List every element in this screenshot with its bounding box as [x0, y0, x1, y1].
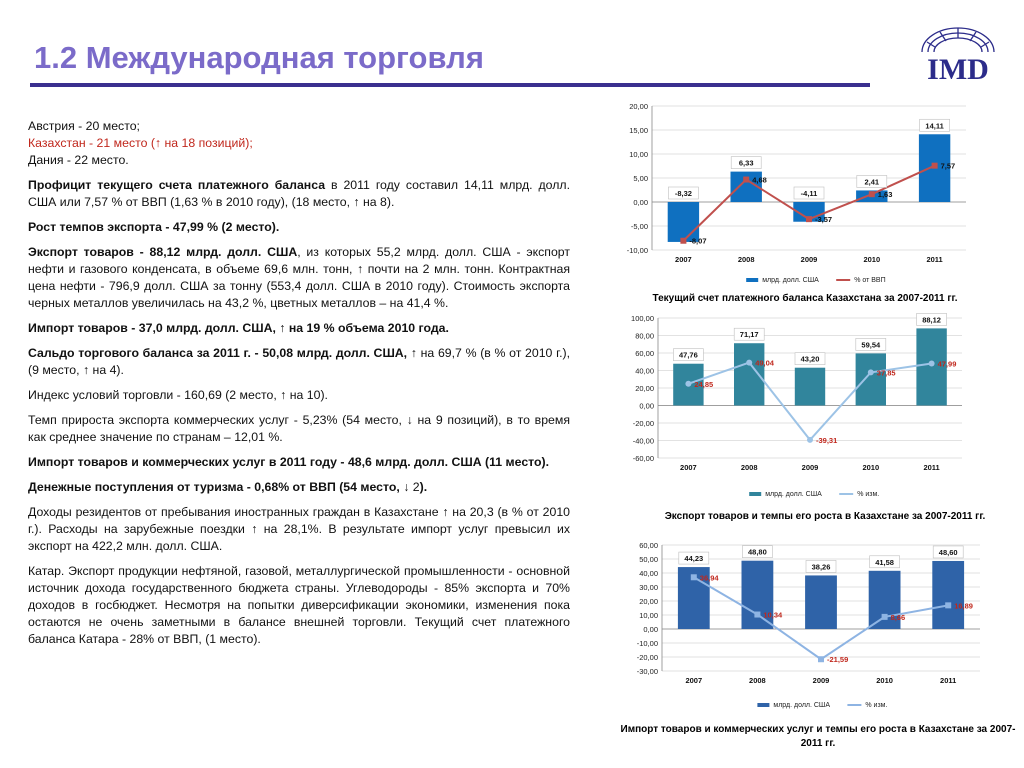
- y-tick-label: 10,00: [639, 611, 658, 620]
- bar-label: 41,58: [875, 557, 894, 567]
- x-tick-label: 2010: [876, 676, 893, 685]
- line-label: 49,04: [755, 358, 774, 368]
- paragraph-services-export: Темп прироста экспорта коммерческих услуг - 5,23% (54 место, ↓ на 9 позиций), в то время как среднее значение по странам – 12,01 %.: [28, 413, 570, 444]
- legend-label-bar: млрд. долл. США: [765, 491, 822, 498]
- x-tick-label: 2010: [862, 463, 880, 472]
- line-label: -39,31: [816, 435, 838, 445]
- x-tick-label: 2011: [940, 676, 957, 685]
- paragraph-tourism: [28, 479, 570, 496]
- line-point: [818, 656, 824, 662]
- line-label: -21,59: [827, 655, 849, 665]
- x-tick-label: 2009: [801, 463, 819, 472]
- line-point: [868, 369, 874, 375]
- line-point: [743, 177, 749, 183]
- text-tourism-a: Денежные поступления от туризма - 0,68% от ВВП (54 место, ↓: [28, 480, 413, 494]
- x-tick-label: 2010: [863, 255, 881, 264]
- line-label: 24,85: [694, 379, 714, 389]
- y-tick-label: 40,00: [639, 569, 658, 578]
- line-label: 16,89: [954, 601, 973, 611]
- y-tick-label: -10,00: [626, 246, 648, 255]
- bar-label: 88,12: [922, 315, 941, 325]
- bar-label: -8,32: [674, 189, 692, 198]
- x-tick-label: 2011: [926, 255, 943, 264]
- y-tick-label: 20,00: [635, 384, 654, 393]
- y-tick-label: 0,00: [633, 198, 648, 207]
- line-label: 37,85: [876, 368, 896, 378]
- line-point: [680, 238, 686, 244]
- bar-label: 48,80: [748, 547, 767, 557]
- legend-label-bar: млрд. долл. США: [762, 277, 819, 284]
- line-label: 1,63: [877, 190, 893, 200]
- bar-label: 6,33: [738, 158, 754, 168]
- y-tick-label: -60,00: [632, 454, 654, 463]
- legend-label-line: % от ВВП: [854, 277, 886, 284]
- ranking-list: [28, 118, 570, 169]
- line-label: 36,94: [699, 573, 719, 583]
- line-point: [807, 437, 813, 443]
- line-label: 4,68: [752, 175, 767, 185]
- slide-title: 1.2 Международная торговля: [34, 40, 484, 75]
- line-point: [945, 602, 951, 608]
- y-tick-label: 100,00: [631, 314, 654, 323]
- line-point: [929, 361, 935, 367]
- line-point: [746, 360, 752, 366]
- x-tick-label: 2007: [675, 255, 692, 264]
- paragraph-services-import: [28, 454, 570, 471]
- y-tick-label: 50,00: [639, 555, 658, 564]
- paragraph-export-growth: [28, 219, 570, 236]
- caption-services-import: Импорт товаров и коммерческих услуг и темпы его роста в Казахстане за 2007-2011 гг.: [620, 724, 1016, 749]
- line-point: [754, 612, 760, 618]
- bar: [734, 343, 764, 405]
- bold-tourism: [28, 480, 427, 494]
- ranking-austria: Австрия - 20 место;: [28, 119, 140, 133]
- x-tick-label: 2008: [737, 255, 755, 264]
- y-tick-label: -30,00: [636, 667, 658, 676]
- x-tick-label: 2007: [685, 676, 703, 685]
- bar-label: 44,23: [684, 554, 704, 564]
- line-label: -8,07: [689, 236, 707, 246]
- legend-swatch-bar: [749, 492, 761, 496]
- legend-swatch-bar: [746, 278, 758, 282]
- y-tick-label: 5,00: [633, 174, 648, 183]
- y-tick-label: 0,00: [639, 401, 654, 411]
- bar-label: 38,26: [811, 562, 831, 572]
- bar-label: 71,17: [739, 330, 759, 340]
- bar-label: -4,11: [800, 189, 818, 198]
- line-point: [806, 216, 812, 222]
- ranking-denmark: Дания - 22 место.: [28, 153, 129, 167]
- bar-label: 43,20: [800, 354, 820, 364]
- y-tick-label: -40,00: [632, 436, 654, 446]
- x-tick-label: 2007: [680, 463, 697, 472]
- bar-label: 14,11: [925, 121, 944, 131]
- text-trade-balance: ↑ на 69,7 % (в % от 2010 г.), (9 место, ↑ на 4).: [28, 346, 570, 377]
- line-label: 47,99: [937, 359, 957, 369]
- line-label: 8,66: [890, 612, 906, 622]
- logo-text: IMD: [927, 53, 989, 84]
- bar: [856, 353, 886, 405]
- chart-current-account: [610, 96, 980, 292]
- bar-label: 2,41: [864, 177, 880, 187]
- title-divider: [30, 83, 870, 87]
- chart-services-import: [622, 537, 992, 717]
- legend-swatch-bar: [757, 703, 769, 707]
- chart-goods-export: [622, 310, 974, 506]
- imd-logo: [908, 22, 1008, 84]
- bar-label: 47,76: [679, 350, 698, 360]
- legend-label-bar: млрд. долл. США: [773, 702, 831, 709]
- y-tick-label: -5,00: [630, 222, 648, 231]
- bold-export-growth: Рост темпов экспорта - 47,99 % (2 место).: [28, 220, 280, 234]
- line-label: -3,57: [815, 215, 833, 225]
- line-point: [869, 191, 875, 197]
- x-tick-label: 2009: [812, 676, 830, 685]
- text-tourism-n: 2: [412, 480, 420, 494]
- paragraph-trade-balance: [28, 345, 570, 379]
- ranking-kazakhstan: Казахстан - 21 место (↑ на 18 позиций);: [28, 136, 253, 150]
- bold-trade-balance: Сальдо торгового баланса за 2011 г. - 50,08 млрд. долл. США,: [28, 346, 408, 360]
- line-point: [685, 381, 691, 387]
- y-tick-label: 60,00: [635, 349, 654, 358]
- text-goods-export: , из которых 55,2 млрд. долл. США - экспорт нефти и газового конденсата, в объеме 69,6 млн. тонн, ↑ почти на 2 млн. тонн. Контрактная цена нефти - 796,9 долл. США за тонну (553,4 долл. США в 2010 году). Стоимость экспорта черных металлов увеличилась на 43,2 %, цветных металлов – на 41,4 %.: [28, 245, 571, 310]
- line-label: 7,57: [940, 161, 956, 171]
- body-text: [28, 118, 570, 656]
- paragraph-terms-of-trade: Индекс условий торговли - 160,69 (2 место, ↑ на 10).: [28, 388, 328, 402]
- line-label: 10,34: [763, 610, 783, 620]
- y-tick-label: -20,00: [632, 419, 654, 428]
- bar: [932, 561, 964, 629]
- caption-goods-export: Экспорт товаров и темпы его роста в Казахстане за 2007-2011 гг.: [664, 511, 986, 522]
- chart-svg: [622, 537, 992, 717]
- y-tick-label: -20,00: [636, 653, 658, 662]
- caption-current-account: Текущий счет платежного баланса Казахстана за 2007-2011 гг.: [652, 293, 958, 304]
- y-tick-label: 0,00: [643, 625, 658, 634]
- bar-label: 59,54: [861, 340, 881, 350]
- line-point: [882, 614, 888, 620]
- chart-svg: [622, 310, 974, 506]
- x-tick-label: 2008: [740, 463, 758, 472]
- legend-label-line: % изм.: [865, 702, 888, 709]
- paragraph-qatar: Катар. Экспорт продукции нефтяной, газовой, металлургической промышленности - основной источник дохода государственного бюджета страны. Углеводороды - 85% экспорта и 70% доходов в госбюджет. Несмотря на попытки диверсификации экономики, изменения пока остаются не очень заметными в балансе внешней торговли. Текущий счет платежного баланса Катара - 28% от ВВП, (1 место).: [28, 564, 570, 646]
- paragraph-goods-import: [28, 320, 570, 337]
- x-tick-label: 2011: [923, 463, 940, 472]
- bold-current-account: Профицит текущего счета платежного баланса: [28, 178, 326, 192]
- y-tick-label: 10,00: [629, 150, 648, 159]
- bold-services-import: Импорт товаров и коммерческих услуг в 2011 году - 48,6 млрд. долл. США (11 место).: [28, 455, 550, 469]
- bar: [805, 575, 837, 629]
- chart-svg: [610, 96, 980, 292]
- y-tick-label: 40,00: [635, 366, 654, 376]
- text-current-account: в 2011 году составил 14,11 млрд. долл. США или 7,57 % от ВВП (1,63 % в 2010 году), (18 место, ↑ на 8).: [28, 178, 570, 209]
- legend-label-line: % изм.: [857, 491, 880, 498]
- x-tick-label: 2008: [749, 676, 766, 685]
- paragraph-current-account: [28, 177, 570, 211]
- y-tick-label: 20,00: [629, 102, 648, 111]
- paragraph-resident-income: Доходы резидентов от пребывания иностранных граждан в Казахстане ↑ на 20,3 (в % от 2010 г.). Расходы на зарубежные поездки ↑ на 28,1%. В результате импорт услуг превысил их экспорт на 422,2 млн. долл. США.: [28, 505, 570, 553]
- y-tick-label: 80,00: [635, 331, 654, 341]
- bold-goods-export: Экспорт товаров - 88,12 млрд. долл. США: [28, 245, 298, 259]
- y-tick-label: 30,00: [639, 583, 658, 592]
- line-point: [691, 574, 697, 580]
- bold-goods-import: Импорт товаров - 37,0 млрд. долл. США, ↑ на 19 % объема 2010 года.: [28, 321, 449, 335]
- y-tick-label: 20,00: [639, 597, 658, 606]
- bar-label: 48,60: [938, 547, 958, 557]
- y-tick-label: 15,00: [629, 126, 648, 135]
- y-tick-label: 60,00: [639, 541, 658, 550]
- bar: [795, 368, 825, 406]
- text-tourism-b: ).: [419, 480, 428, 494]
- paragraph-goods-export: [28, 244, 570, 312]
- y-tick-label: -10,00: [636, 639, 658, 648]
- line-point: [932, 163, 938, 169]
- x-tick-label: 2009: [800, 255, 818, 264]
